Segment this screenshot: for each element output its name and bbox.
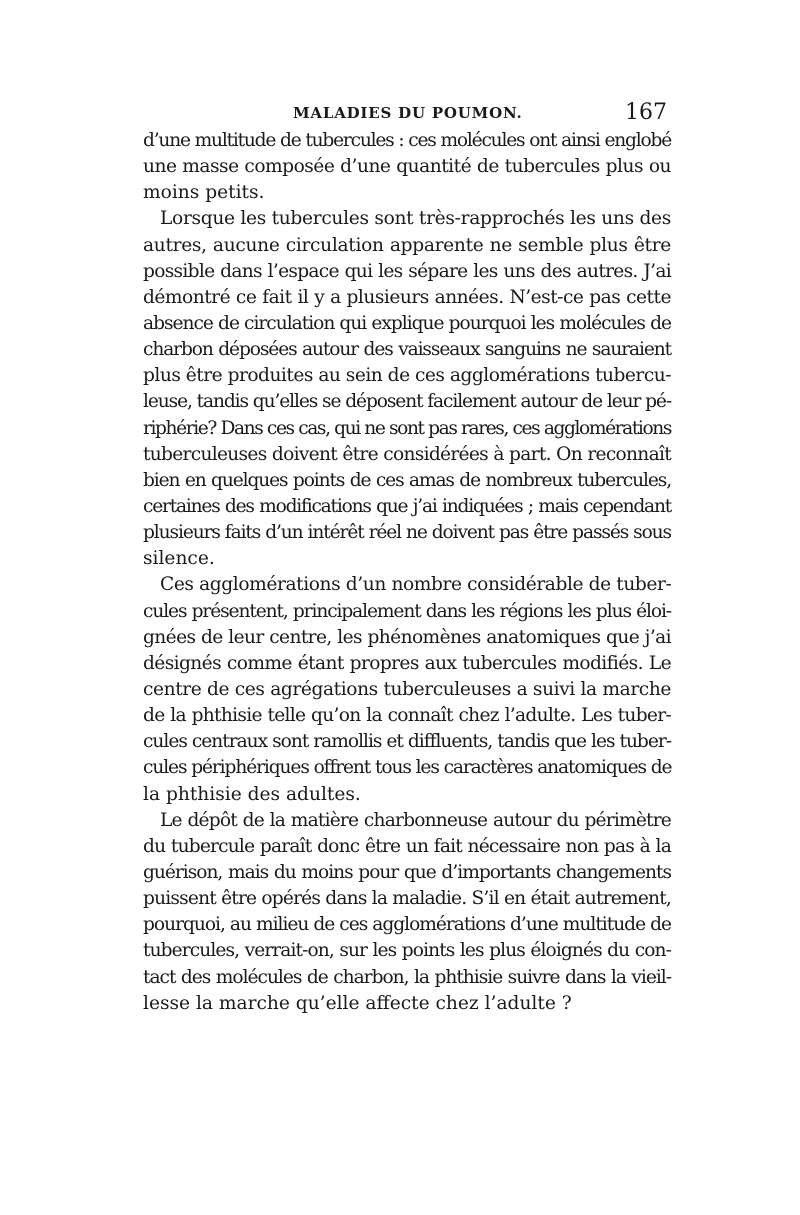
text-line: absence de circulation qui explique pourquoi les molécules de <box>143 312 671 334</box>
text-line: bien en quelques points de ces amas de nombreux tubercules, <box>143 469 671 491</box>
text-line: moins petits. <box>143 182 265 204</box>
text-line: riphérie? Dans ces cas, qui ne sont pas rares, ces agglomérations <box>143 417 671 439</box>
text-line: autres, aucune circulation apparente ne semble plus être <box>143 234 671 256</box>
text-line: tuberculeuses doivent être considérées à part. On reconnaît <box>143 443 671 465</box>
text-line: lesse la marche qu’elle affecte chez l’adulte ? <box>143 992 572 1014</box>
running-head <box>143 100 671 128</box>
text-line: désignés comme étant propres aux tubercules modifiés. Le <box>143 652 671 674</box>
text-line: leuse, tandis qu’elles se déposent facilement autour de leur pé- <box>143 391 671 413</box>
text-line: cules centraux sont ramollis et diffluents, tandis que les tuber- <box>143 731 671 753</box>
text-line: charbon déposées autour des vaisseaux sanguins ne sauraient <box>143 339 671 361</box>
text-line: centre de ces agrégations tuberculeuses a suivi la marche <box>143 678 671 700</box>
body-text <box>143 128 671 1017</box>
text-line: cules périphériques offrent tous les caractères anatomiques de <box>143 757 672 779</box>
text-line: la phthisie des adultes. <box>143 783 361 805</box>
text-line: pourquoi, au milieu de ces agglomérations d’une multitude de <box>143 914 671 936</box>
text-line: plus être produites au sein de ces agglomérations tubercu- <box>143 365 671 387</box>
text-line: démontré ce fait il y a plusieurs années. N’est-ce pas cette <box>143 286 671 308</box>
text-line: certaines des modifications que j’ai indiquées ; mais cependant <box>143 495 671 517</box>
paragraph-start-line: Le dépôt de la matière charbonneuse autour du périmètre <box>160 809 671 831</box>
text-line: puissent être opérés dans la maladie. S’il en était autrement, <box>143 888 671 910</box>
text-line: du tubercule paraît donc être un fait nécessaire non pas à la <box>143 835 671 857</box>
text-line: possible dans l’espace qui les sépare les uns des autres. J’ai <box>143 260 671 282</box>
text-line: tact des molécules de charbon, la phthisie suivre dans la vieil- <box>143 966 671 988</box>
paragraph-start-line: Lorsque les tubercules sont très-rapprochés les uns des <box>160 208 671 230</box>
text-line: plusieurs faits d’un intérêt réel ne doivent pas être passés sous <box>143 522 671 544</box>
text-line: tubercules, verrait-on, sur les points les plus éloignés du con- <box>143 940 671 962</box>
text-line: gnées de leur centre, les phénomènes anatomiques que j’ai <box>143 626 671 648</box>
paragraph-start-line: Ces agglomérations d’un nombre considérable de tuber- <box>160 574 672 596</box>
text-line: guérison, mais du moins pour que d’importants changements <box>143 861 671 883</box>
text-line: de la phthisie telle qu’on la connaît chez l’adulte. Les tuber- <box>143 705 671 727</box>
text-line: cules présentent, principalement dans les régions les plus éloi- <box>143 600 671 622</box>
text-line: silence. <box>143 548 215 570</box>
page-number: 167 <box>625 100 667 125</box>
running-head-title: MALADIES DU POUMON. <box>293 104 523 122</box>
text-line: d’une multitude de tubercules : ces molécules ont ainsi englobé <box>143 130 671 151</box>
text-line: une masse composée d’une quantité de tubercules plus ou <box>143 156 671 178</box>
